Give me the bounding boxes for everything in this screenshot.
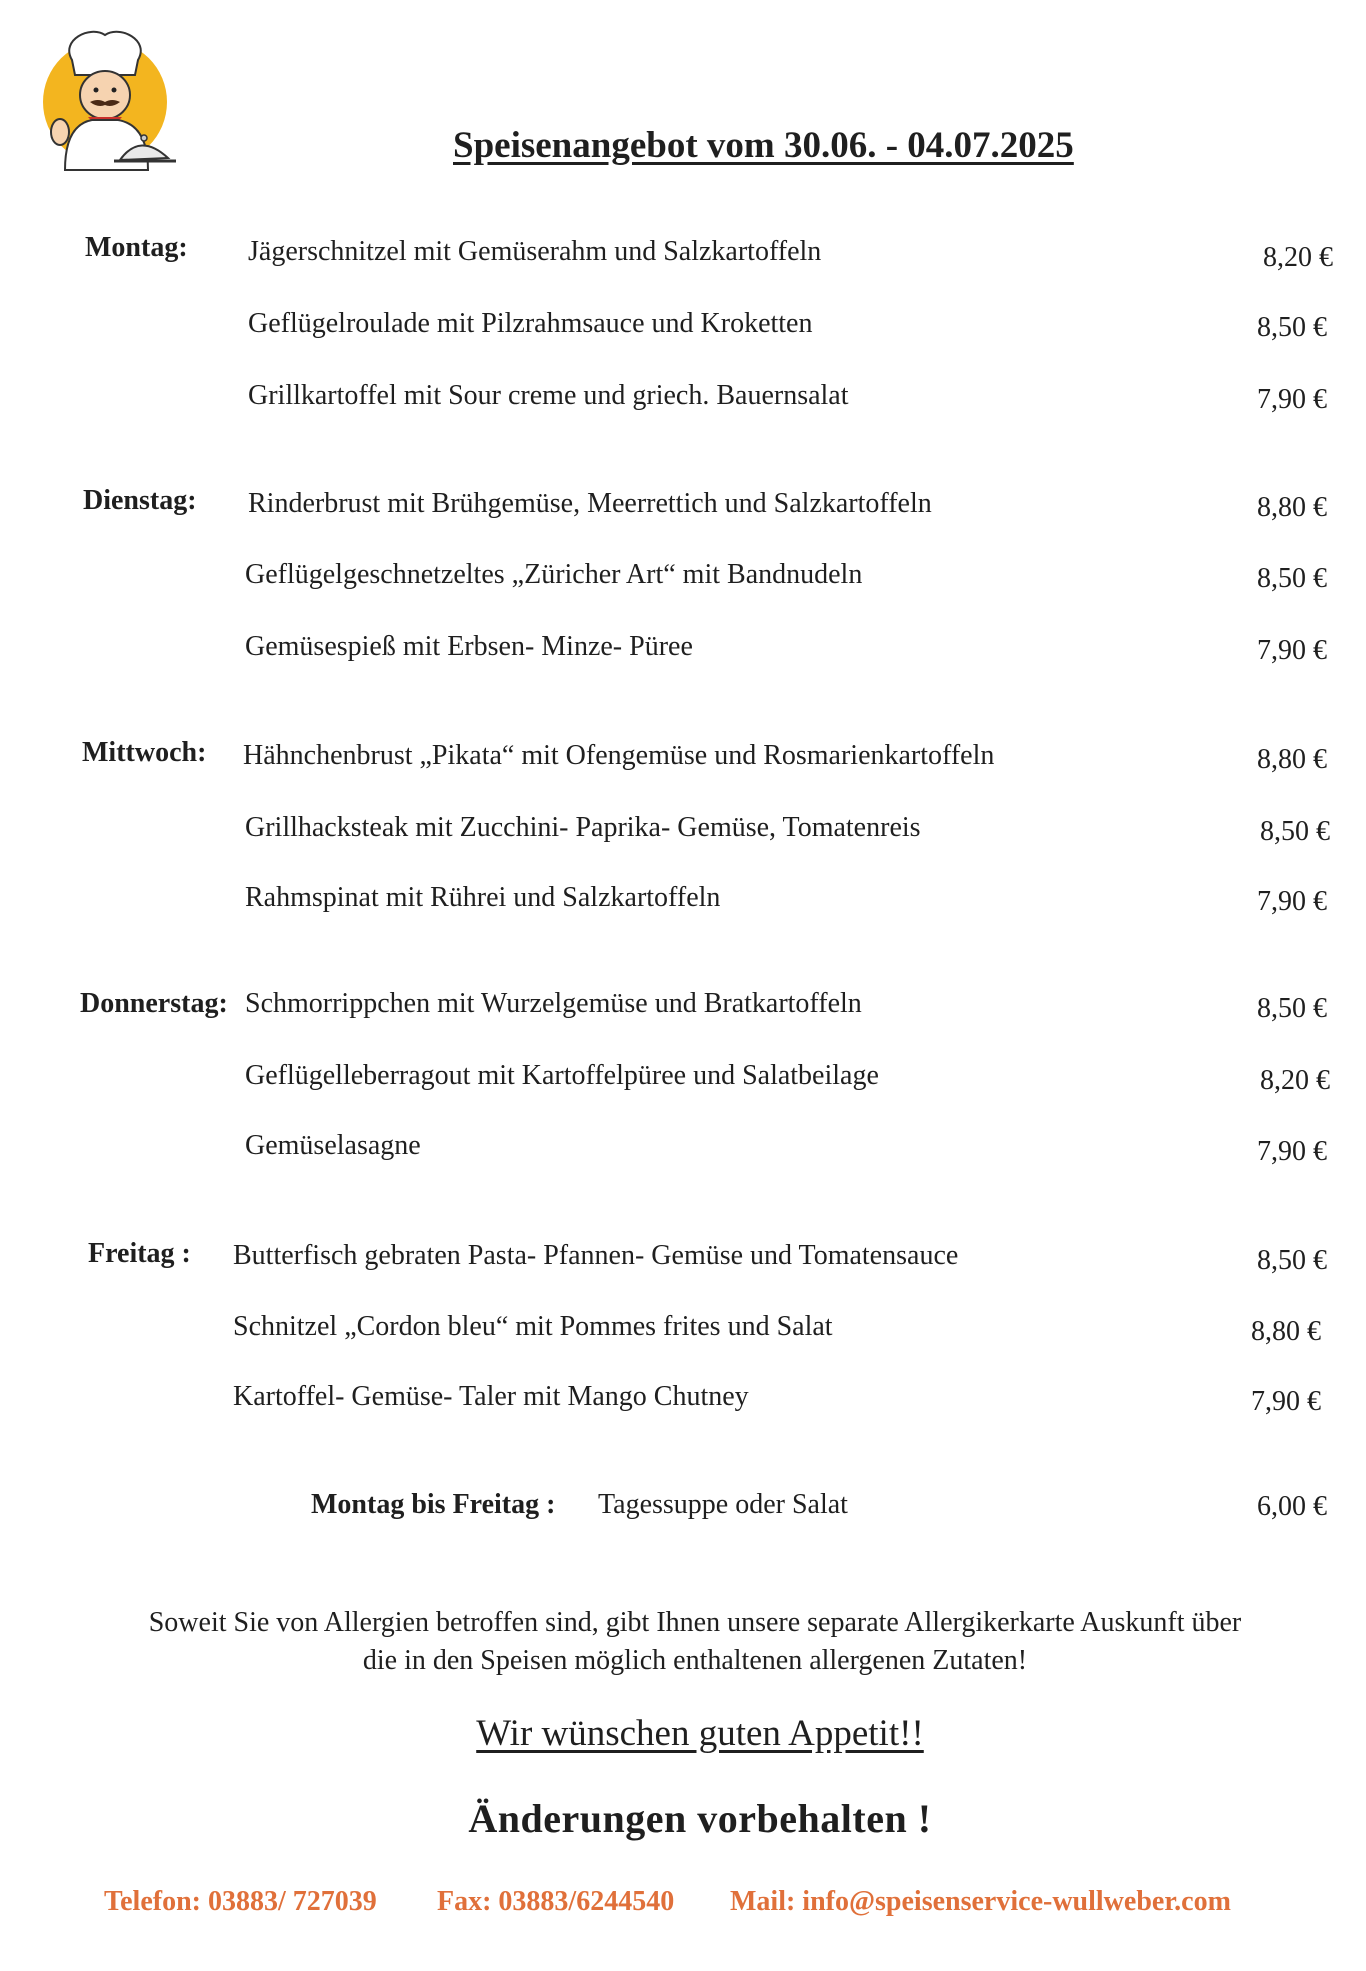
allergy-notice [60,1604,1330,1680]
changes-notice: Änderungen vorbehalten ! [468,1796,932,1841]
day-label-mittwoch: Mittwoch: [82,737,207,768]
allergy-line-2: die in den Speisen möglich enthaltenen allergenen Zutaten! [362,1645,1028,1676]
dish-price: 8,20 € [1263,242,1333,273]
appetit-line: Wir wünschen guten Appetit!! [476,1713,924,1754]
dish-name: Schnitzel „Cordon bleu“ mit Pommes frites und Salat [233,1311,833,1342]
dish-price: 8,50 € [1257,312,1327,343]
soup-text: Tagessuppe oder Salat [598,1489,848,1520]
soup-price: 6,00 € [1257,1491,1327,1522]
contact-fax: Fax: 03883/6244540 [437,1886,675,1917]
dish-name: Grillhacksteak mit Zucchini- Paprika- Gemüse, Tomatenreis [245,812,921,843]
dish-name: Butterfisch gebraten Pasta- Pfannen- Gemüse und Tomatensauce [233,1240,959,1271]
dish-name: Hähnchenbrust „Pikata“ mit Ofengemüse und Rosmarienkartoffeln [243,740,995,771]
dish-price: 8,80 € [1251,1316,1321,1347]
dish-price: 7,90 € [1257,886,1327,917]
dish-name: Schmorrippchen mit Wurzelgemüse und Bratkartoffeln [245,988,862,1019]
soup-label: Montag bis Freitag : [311,1489,556,1520]
dish-price: 8,50 € [1260,816,1330,847]
dish-price: 7,90 € [1251,1386,1321,1417]
dish-price: 8,50 € [1257,563,1327,594]
chef-logo-icon [30,20,180,180]
page-title: Speisenangebot vom 30.06. - 04.07.2025 [453,125,1074,166]
dish-price: 7,90 € [1257,1136,1327,1167]
dish-price: 8,80 € [1257,744,1327,775]
day-label-freitag: Freitag : [88,1238,191,1269]
contact-phone: Telefon: 03883/ 727039 [104,1886,377,1917]
dish-price: 8,50 € [1257,993,1327,1024]
dish-name: Geflügelleberragout mit Kartoffelpüree und Salatbeilage [245,1060,879,1091]
dish-name: Gemüselasagne [245,1130,421,1161]
allergy-line-1: Soweit Sie von Allergien betroffen sind, gibt Ihnen unsere separate Allergikerkarte Auskunft über [148,1607,1242,1638]
contact-mail[interactable]: Mail: info@speisenservice-wullweber.com [730,1886,1231,1917]
day-label-dienstag: Dienstag: [83,485,197,516]
dish-price: 8,50 € [1257,1245,1327,1276]
dish-name: Grillkartoffel mit Sour creme und griech. Bauernsalat [248,380,849,411]
dish-price: 8,20 € [1260,1065,1330,1096]
dish-name: Rinderbrust mit Brühgemüse, Meerrettich und Salzkartoffeln [248,488,932,519]
dish-price: 7,90 € [1257,384,1327,415]
dish-name: Jägerschnitzel mit Gemüserahm und Salzkartoffeln [248,236,822,267]
dish-price: 7,90 € [1257,635,1327,666]
dish-name: Rahmspinat mit Rührei und Salzkartoffeln [245,882,721,913]
dish-price: 8,80 € [1257,492,1327,523]
dish-name: Kartoffel- Gemüse- Taler mit Mango Chutney [233,1381,749,1412]
dish-name: Geflügelgeschnetzeltes „Züricher Art“ mit Bandnudeln [245,559,863,590]
day-label-donnerstag: Donnerstag: [80,988,228,1019]
day-label-montag: Montag: [85,232,188,263]
dish-name: Gemüsespieß mit Erbsen- Minze- Püree [245,631,693,662]
dish-name: Geflügelroulade mit Pilzrahmsauce und Kroketten [248,308,813,339]
